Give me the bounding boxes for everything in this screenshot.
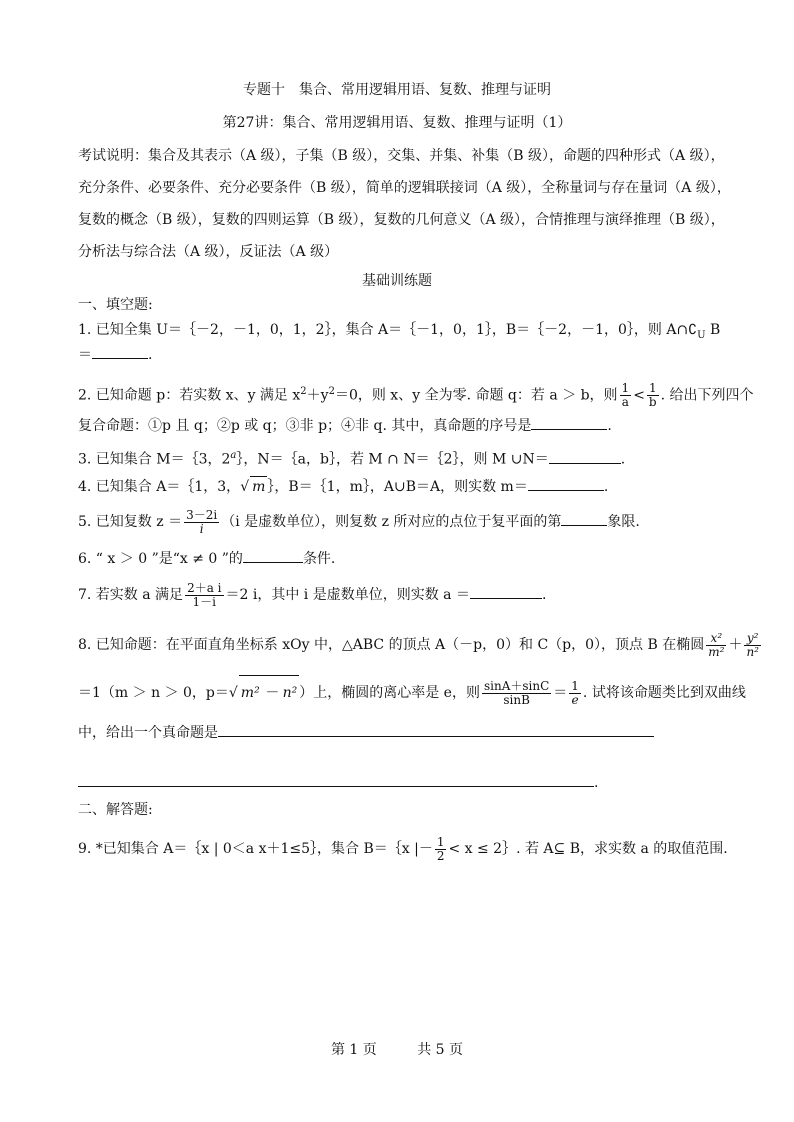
answer-blank-1[interactable] bbox=[92, 344, 148, 359]
q8-frac2-den: n² bbox=[746, 644, 759, 659]
q6-end: 条件. bbox=[302, 551, 336, 567]
q2-text-a: 2. 已知命题 p：若实数 x、y 满足 x bbox=[78, 387, 301, 404]
section-fill-heading: 一、填空题: bbox=[78, 297, 153, 313]
q5-text-b: （i 是虚数单位），则复数 z 所对应的点位于复平面的第 bbox=[221, 514, 562, 530]
q8-frac4-num: 1 bbox=[571, 678, 579, 693]
q5-frac-num: 3－2i bbox=[186, 507, 218, 522]
answer-blank-8-cont[interactable] bbox=[78, 772, 594, 787]
q8-fraction-2 bbox=[744, 632, 761, 659]
q8-text-l3: 中，给出一个真命题是 bbox=[78, 725, 218, 741]
doc-subtitle: 第27讲：集合、常用逻辑用语、复数、推理与证明（1） bbox=[222, 115, 572, 131]
question-8-line-4 bbox=[78, 772, 716, 793]
q4-radicand: m bbox=[250, 476, 267, 497]
q4-text-b: ｝，B＝｛1，m｝，A∪B＝A，则实数 m＝ bbox=[267, 479, 528, 495]
q8-frac1-den: m² bbox=[708, 644, 725, 659]
question-3 bbox=[78, 446, 716, 470]
q8-text-l2b: ）上，椭圆的离心率是 e，则 bbox=[299, 685, 480, 701]
page-number: 第 1 页 bbox=[330, 1042, 377, 1058]
answer-blank-5[interactable] bbox=[561, 511, 607, 526]
question-1-cont bbox=[78, 344, 716, 365]
q2-text-d: . 给出下列四个 bbox=[660, 387, 754, 404]
q4-end: . bbox=[603, 479, 609, 495]
exam-desc-line-2: 充分条件、必要条件、充分必要条件（B 级），简单的逻辑联接词（A 级），全称量词与存在量词（A 级）， bbox=[78, 180, 731, 196]
q1-text-b: B bbox=[709, 322, 721, 338]
q3-text-a: 3. 已知集合 M＝｛3，2 bbox=[78, 451, 231, 468]
q2-text-b: ＋y bbox=[306, 387, 329, 404]
exam-desc-line-1: 考试说明：集合及其表示（A 级），子集（B 级），交集、并集、补集（B 级），命题的四种形式（A 级）， bbox=[78, 148, 725, 164]
question-7 bbox=[78, 578, 716, 612]
question-4: 4. 已知集合 A＝｛1，3，√ m ｝，B＝｛1，m｝，A∪B＝A，则实数 m＝ . bbox=[78, 476, 716, 497]
q7-fraction bbox=[185, 582, 223, 609]
q8-frac3-den: sinB bbox=[503, 692, 530, 707]
question-9 bbox=[78, 832, 728, 866]
doc-title: 专题十 集合、常用逻辑用语、复数、推理与证明 bbox=[243, 82, 551, 98]
q3-end: . bbox=[620, 451, 626, 468]
q8-text-l2c: . 试将该命题类比到双曲线 bbox=[582, 685, 746, 701]
q7-end: . bbox=[541, 587, 547, 603]
section-basic-heading: 基础训练题 bbox=[362, 273, 432, 289]
exam-desc-line-4: 分析法与综合法（A 级），反证法（A 级） bbox=[78, 244, 339, 260]
q7-frac-num: 2＋a i bbox=[187, 580, 222, 595]
answer-blank-2[interactable] bbox=[531, 415, 607, 430]
q2-line-2: 复合命题：①p 且 q；②p 或 q；③非 p；④非 q. 其中，真命题的序号是 bbox=[78, 418, 532, 434]
q2-end: . bbox=[607, 418, 612, 434]
q2-lt: < bbox=[633, 387, 645, 404]
q3-sup: a bbox=[230, 450, 237, 461]
exam-desc-line-3: 复数的概念（B 级），复数的四则运算（B 级），复数的几何意义（A 级），合情推理与演绎推理（B 级）， bbox=[78, 212, 725, 228]
question-1 bbox=[78, 320, 721, 346]
q5-fraction bbox=[184, 509, 219, 536]
q1-end: . bbox=[148, 347, 153, 363]
q2-sup-2: 2 bbox=[328, 386, 335, 397]
q2-fraction-1 bbox=[620, 382, 632, 409]
q8-eq: ＝ bbox=[553, 685, 568, 701]
q1-sub: U bbox=[697, 329, 706, 341]
q2-text-c: ＝0，则 x、y 全为零. 命题 q：若 a ＞ b，则 bbox=[334, 387, 618, 404]
q8-frac1-num: x² bbox=[706, 632, 726, 646]
q8-text-l2a: ＝1（m ＞ n ＞ 0，p＝ bbox=[78, 685, 229, 701]
q8-fraction-1 bbox=[706, 632, 726, 659]
q2-frac2-num: 1 bbox=[647, 382, 659, 396]
q8-fraction-4 bbox=[569, 680, 581, 707]
answer-blank-8[interactable] bbox=[218, 722, 654, 737]
q9-frac-den: 2 bbox=[436, 848, 445, 863]
question-5 bbox=[78, 505, 716, 539]
q1-eq: ＝ bbox=[78, 347, 92, 363]
question-8-line-3 bbox=[78, 722, 716, 743]
answer-blank-6[interactable] bbox=[243, 548, 303, 563]
q8-text-a: 8. 已知命题：在平面直角坐标系 xOy 中，△ABC 的顶点 A（－p，0）和 C（p，0），顶点 B 在椭圆 bbox=[78, 637, 705, 653]
q8-frac4-den: e bbox=[571, 692, 579, 707]
page-footer bbox=[0, 1039, 794, 1059]
q2-fraction-2 bbox=[647, 382, 659, 409]
q8-end: . bbox=[594, 775, 599, 791]
question-2-cont bbox=[78, 415, 716, 436]
q5-text-a: 5. 已知复数 z ＝ bbox=[78, 514, 183, 530]
q2-sup-1: 2 bbox=[300, 386, 307, 397]
q9-text-a: 9. *已知集合 A＝｛x | 0＜a x＋1≤5｝，集合 B＝｛x |－ bbox=[78, 841, 433, 857]
section-answer-heading: 二、解答题: bbox=[78, 802, 153, 818]
q8-plus: ＋ bbox=[728, 637, 743, 653]
question-8 bbox=[78, 628, 759, 662]
q1-text: 1. 已知全集 U＝｛－2，－1，0，1，2｝，集合 A＝｛－1，0，1｝，B＝｛－2，－1，0｝，则 A∩∁ bbox=[78, 322, 698, 338]
q9-text-b: < x ≤ 2｝. 若 A⊆ B，求实数 a 的取值范围. bbox=[448, 841, 728, 857]
q9-frac-num: 1 bbox=[436, 834, 445, 849]
q7-text-b: ＝2 i，其中 i 是虚数单位，则实数 a ＝ bbox=[225, 587, 470, 603]
question-8-line-2: ＝1（m ＞ n ＞ 0，p＝√ m² － n² ）上，椭圆的离心率是 e，则 $\frac{\sin A+\sin C}{\sin B}$ ＝ $\frac{1}{e}$ . 试将该命题类比到双曲线 bbox=[78, 675, 716, 710]
q9-fraction bbox=[435, 836, 447, 863]
q7-frac-den: 1－i bbox=[192, 594, 217, 609]
q2-frac1-num: 1 bbox=[621, 381, 630, 396]
q8-fraction-3 bbox=[482, 680, 551, 707]
answer-blank-7[interactable] bbox=[470, 584, 542, 599]
q5-end: 象限. bbox=[607, 514, 640, 530]
q8-frac3-num: sinA＋sinC bbox=[483, 678, 550, 693]
q2-frac1-den: a bbox=[621, 395, 629, 410]
q3-text-b: ｝，N＝｛a，b｝，若 M ∩ N＝｛2｝，则 M ∪N＝ bbox=[236, 451, 549, 468]
q8-radicand: m² － n² bbox=[239, 675, 299, 710]
q6-text-a: 6. “ x ＞ 0 ”是“x ≠ 0 ”的 bbox=[78, 551, 243, 567]
question-6 bbox=[78, 548, 716, 569]
answer-blank-3[interactable] bbox=[549, 449, 621, 464]
q4-text-a: 4. 已知集合 A＝｛1，3， bbox=[78, 479, 241, 495]
q5-frac-den: i bbox=[199, 521, 204, 536]
q8-frac2-num: y² bbox=[744, 632, 761, 646]
page-total: 共 5 页 bbox=[417, 1042, 464, 1058]
answer-blank-4[interactable] bbox=[528, 476, 604, 491]
q2-frac2-den: b bbox=[648, 395, 657, 410]
q7-text-a: 7. 若实数 a 满足 bbox=[78, 587, 184, 603]
question-2 bbox=[78, 375, 754, 413]
